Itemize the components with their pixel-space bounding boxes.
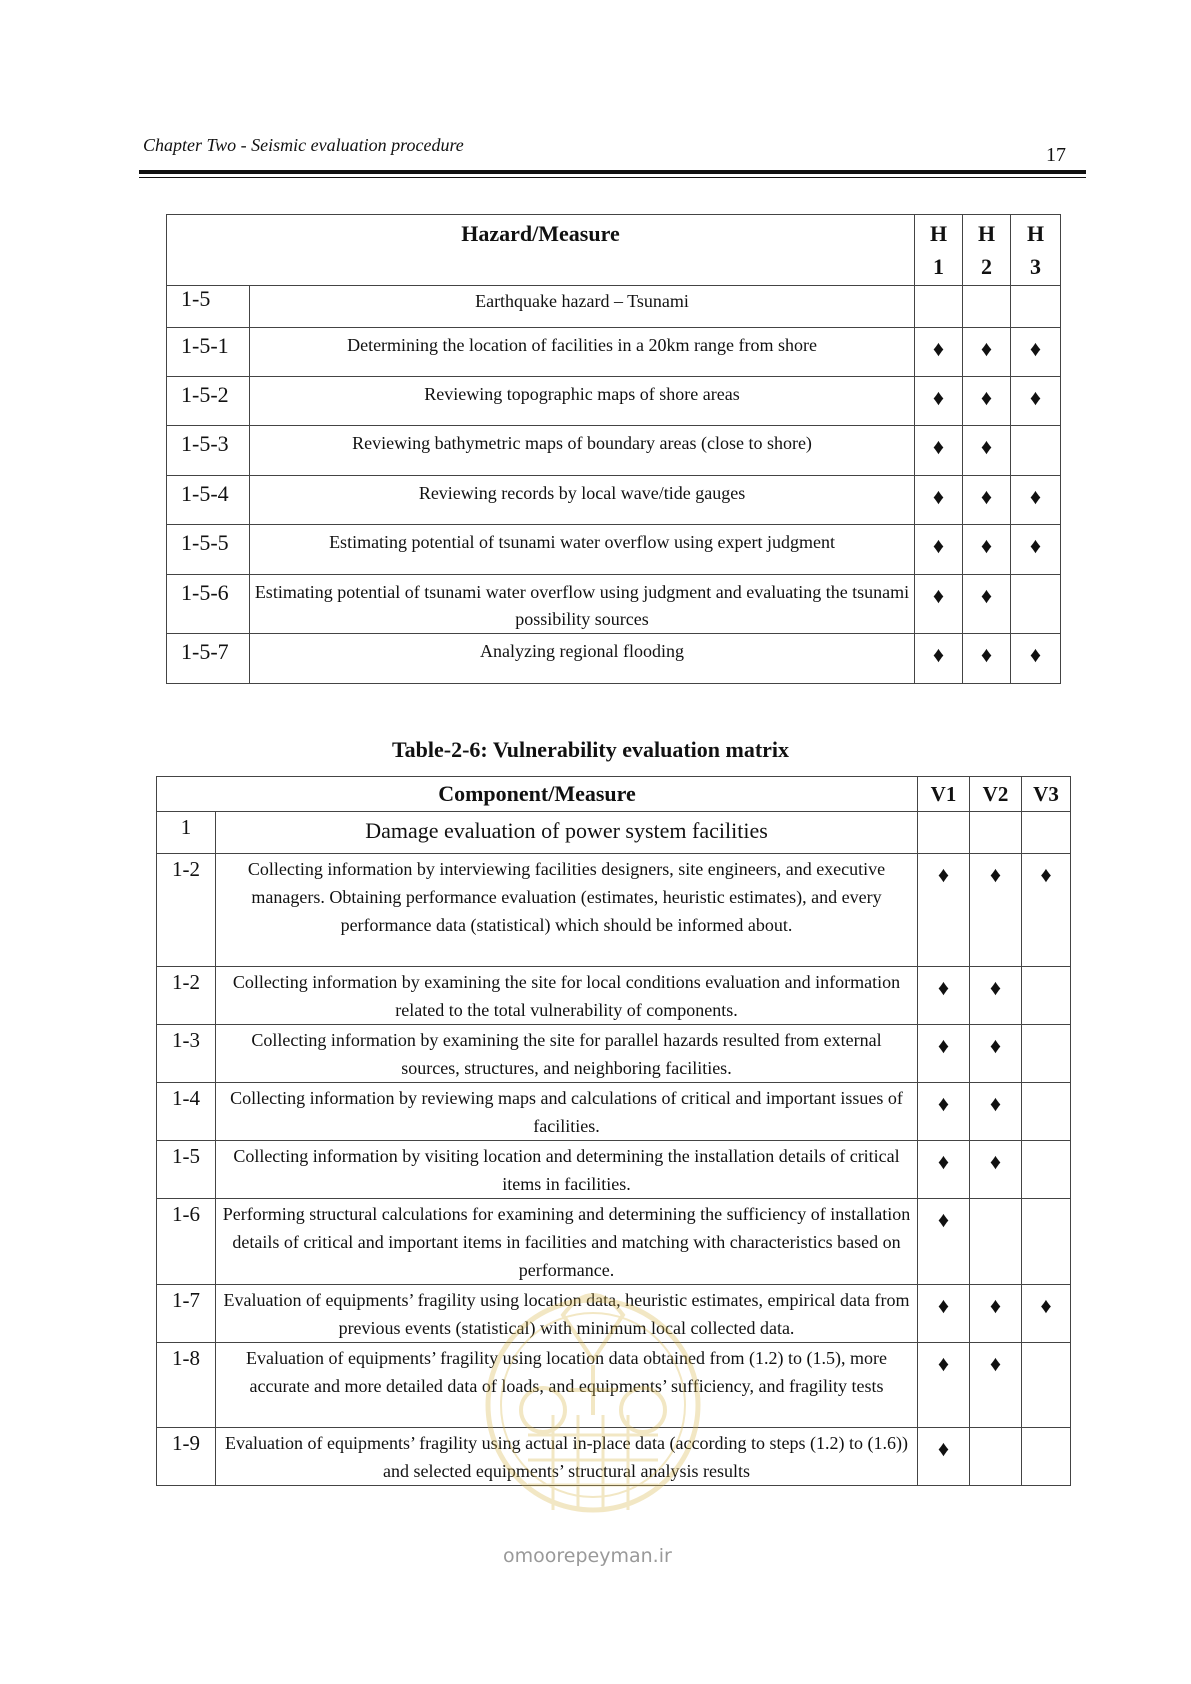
table-row [167,377,1061,426]
mark-h3: ♦ [1011,634,1061,684]
mark-v1: ♦ [918,1285,970,1343]
row-text: Reviewing records by local wave/tide gauges [250,476,915,525]
row-text: Collecting information by examining the site for local conditions evaluation and information related to the total vulnerability of components. [216,967,918,1025]
table-row [157,854,1071,967]
row-id: 1-7 [157,1285,216,1343]
row-id: 1-5-6 [167,575,250,634]
table2-header-v2: V2 [970,777,1022,812]
mark-h2 [963,286,1011,328]
row-text: Collecting information by examining the site for parallel hazards resulted from external sources, structures, and neighboring facilities. [216,1025,918,1083]
mark-h2: ♦ [963,634,1011,684]
mark-v3 [1022,1025,1071,1083]
row-id: 1-9 [157,1428,216,1486]
table2-header-title: Component/Measure [157,777,918,812]
row-id: 1-6 [157,1199,216,1285]
row-text: Estimating potential of tsunami water overflow using expert judgment [250,525,915,575]
row-text: Earthquake hazard – Tsunami [250,286,915,328]
mark-v3 [1022,1199,1071,1285]
row-text: Analyzing regional flooding [250,634,915,684]
table-row [167,286,1061,328]
mark-v1: ♦ [918,1083,970,1141]
h1-letter: H [929,221,948,246]
mark-h3: ♦ [1011,476,1061,525]
mark-v1: ♦ [918,1343,970,1428]
mark-v2 [970,1199,1022,1285]
table1-header-h1 [915,215,963,286]
h2-letter: H [977,221,996,246]
row-id: 1-2 [157,967,216,1025]
mark-v3 [1022,1343,1071,1428]
mark-h1: ♦ [915,377,963,426]
mark-v3 [1022,1141,1071,1199]
mark-v1: ♦ [918,1141,970,1199]
row-id: 1-4 [157,1083,216,1141]
mark-h2: ♦ [963,575,1011,634]
row-text: Collecting information by interviewing facilities designers, site engineers, and executive managers. Obtaining performance evaluation (estimates, heuristic estimates), and every performance data (statistical) which should be informed about. [216,854,918,967]
row-id: 1-3 [157,1025,216,1083]
mark-v2: ♦ [970,854,1022,967]
row-id: 1-8 [157,1343,216,1428]
table2-caption: Table-2-6: Vulnerability evaluation matrix [392,737,790,762]
row-text: Collecting information by visiting location and determining the installation details of critical items in facilities. [216,1141,918,1199]
mark-v3: ♦ [1022,854,1071,967]
mark-h3 [1011,575,1061,634]
mark-v1: ♦ [918,967,970,1025]
hazard-measure-table [166,214,1061,684]
mark-v1 [918,812,970,854]
mark-h1: ♦ [915,426,963,476]
mark-h2: ♦ [963,377,1011,426]
h3-letter: H [1026,221,1045,246]
mark-h3: ♦ [1011,328,1061,377]
row-id: 1-5-2 [167,377,250,426]
table1-header-h2 [963,215,1011,286]
mark-h1: ♦ [915,328,963,377]
table1-header-h3 [1011,215,1061,286]
mark-v1: ♦ [918,1428,970,1486]
mark-v3 [1022,1083,1071,1141]
h2-digit: 2 [981,254,993,279]
mark-v2: ♦ [970,1025,1022,1083]
h3-digit: 3 [1030,254,1042,279]
mark-h3: ♦ [1011,525,1061,575]
row-id: 1-5-7 [167,634,250,684]
table-row [167,426,1061,476]
mark-h2: ♦ [963,525,1011,575]
mark-h2: ♦ [963,328,1011,377]
row-text: Reviewing bathymetric maps of boundary areas (close to shore) [250,426,915,476]
mark-h3 [1011,426,1061,476]
mark-v3 [1022,967,1071,1025]
row-text: Damage evaluation of power system facilities [216,812,918,854]
row-text: Evaluation of equipments’ fragility using location data obtained from (1.2) to (1.5), more accurate and more detailed data of loads, and equipments’ sufficiency, and fragility tests [216,1343,918,1428]
page-number: 17 [1046,144,1066,166]
mark-v2: ♦ [970,1285,1022,1343]
table-row [157,1025,1071,1083]
running-head: Chapter Two - Seismic evaluation procedure [143,135,464,155]
mark-v1: ♦ [918,1199,970,1285]
table-row [157,1141,1071,1199]
mark-v2 [970,1428,1022,1486]
row-text: Evaluation of equipments’ fragility using actual in-place data (according to steps (1.2) to (1.6)) and selected equipments’ structural analysis results [216,1428,918,1486]
mark-h2: ♦ [963,426,1011,476]
row-text: Reviewing topographic maps of shore areas [250,377,915,426]
table1-header-title: Hazard/Measure [167,215,915,286]
mark-h1: ♦ [915,575,963,634]
table-row [157,812,1071,854]
table-row [167,476,1061,525]
mark-h1: ♦ [915,476,963,525]
table-row [167,634,1061,684]
row-text: Evaluation of equipments’ fragility using location data, heuristic estimates, empirical data from previous events (statistical) with minimum local collected data. [216,1285,918,1343]
row-id: 1-5-1 [167,328,250,377]
row-id: 1-2 [157,854,216,967]
row-text: Collecting information by reviewing maps and calculations of critical and important issues of facilities. [216,1083,918,1141]
row-text: Determining the location of facilities in a 20km range from shore [250,328,915,377]
header-rule [139,170,1086,174]
mark-h2: ♦ [963,476,1011,525]
mark-v1: ♦ [918,854,970,967]
mark-h3 [1011,286,1061,328]
table2-header-v1: V1 [918,777,970,812]
row-id: 1-5-3 [167,426,250,476]
row-id: 1 [157,812,216,854]
row-id: 1-5-4 [167,476,250,525]
row-text: Performing structural calculations for examining and determining the sufficiency of installation details of critical and important items in facilities and matching with characteristics based on performance. [216,1199,918,1285]
mark-v2: ♦ [970,1141,1022,1199]
mark-v3 [1022,812,1071,854]
mark-h1: ♦ [915,634,963,684]
h1-digit: 1 [933,254,945,279]
header-rule-thin [139,177,1086,178]
table-row [157,967,1071,1025]
row-id: 1-5 [157,1141,216,1199]
row-text: Estimating potential of tsunami water overflow using judgment and evaluating the tsunami possibility sources [250,575,915,634]
table-row [157,1083,1071,1141]
mark-v3 [1022,1428,1071,1486]
row-id: 1-5-5 [167,525,250,575]
watermark-text: omoorepeyman.ir [503,1545,672,1567]
mark-v2: ♦ [970,1083,1022,1141]
row-id: 1-5 [167,286,250,328]
mark-v2: ♦ [970,967,1022,1025]
table2-header-v3: V3 [1022,777,1071,812]
watermark-seal-icon [468,1245,718,1545]
mark-v2: ♦ [970,1343,1022,1428]
table-row [167,328,1061,377]
mark-v1: ♦ [918,1025,970,1083]
mark-h1 [915,286,963,328]
mark-v2 [970,812,1022,854]
mark-h1: ♦ [915,525,963,575]
mark-h3: ♦ [1011,377,1061,426]
table-row [167,575,1061,634]
table-row [167,525,1061,575]
mark-v3: ♦ [1022,1285,1071,1343]
